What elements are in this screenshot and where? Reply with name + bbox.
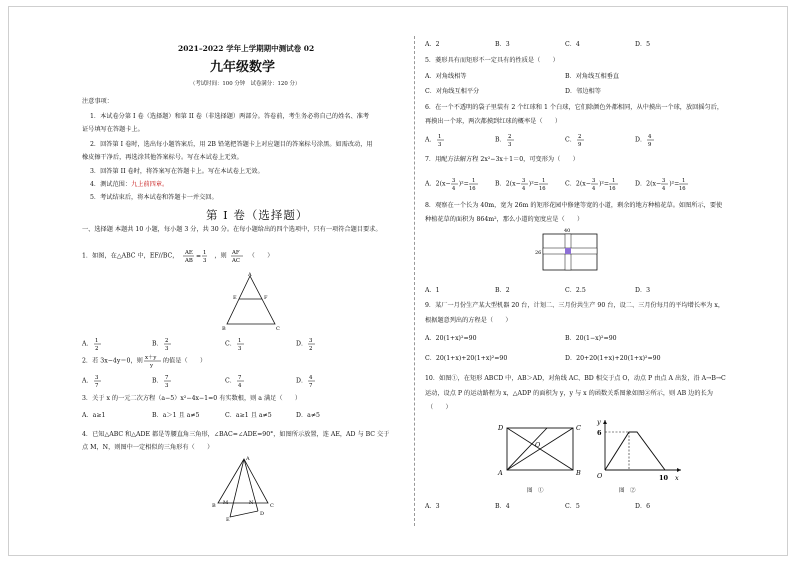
svg-text:1: 1 bbox=[437, 134, 442, 140]
scope-highlight: 九上前四章。 bbox=[131, 181, 169, 188]
svg-text:A: A bbox=[248, 272, 252, 278]
q6-option-c[interactable]: C． 2 9 bbox=[565, 132, 586, 148]
q6-line1: 6．在一个不透明的袋子里装有 2 个红球和 1 个白球，它们除颜色外都相同，从中摸出一个球，放回摇匀后， bbox=[425, 104, 724, 111]
svg-text:7: 7 bbox=[164, 375, 169, 381]
svg-text:4: 4 bbox=[662, 186, 666, 192]
q6-option-a-frac bbox=[436, 132, 446, 148]
q2-option-a[interactable]: A． 3 7 bbox=[82, 373, 103, 389]
svg-text:16: 16 bbox=[679, 186, 686, 192]
svg-text:图 ①: 图 ① bbox=[527, 488, 544, 494]
svg-text:40: 40 bbox=[564, 228, 571, 234]
svg-text:D: D bbox=[260, 511, 265, 517]
q5-option-d[interactable]: D．邻边相等 bbox=[565, 88, 601, 95]
svg-text:B: B bbox=[576, 469, 581, 477]
q1-option-b-frac bbox=[163, 336, 173, 352]
svg-text:2: 2 bbox=[309, 346, 313, 352]
q9-option-d[interactable]: D．20+20(1+x)+20(1+x)²=90 bbox=[565, 355, 661, 362]
q5-stem: 5．菱形具有而矩形不一定具有的性质是（ ） bbox=[425, 57, 559, 64]
svg-text:4: 4 bbox=[237, 383, 242, 389]
svg-text:A: A bbox=[246, 456, 250, 462]
svg-text:1: 1 bbox=[682, 178, 686, 184]
notice-item-5: 5．考试结束后，将本试卷和答题卡一并交回。 bbox=[90, 194, 218, 201]
q6-option-d-frac bbox=[646, 132, 656, 148]
q9-line2: 根据题意列出的方程是（ ） bbox=[425, 317, 512, 324]
subject-title: 九年级数学 bbox=[210, 60, 276, 75]
notice-item-1: 1．本试卷分第 I 卷（选择题）和第 II 卷（非选择题）两部分。答卷前，考生务必将自己的姓名、准考 bbox=[90, 113, 370, 120]
q1-frac-given bbox=[180, 248, 212, 264]
svg-text:16: 16 bbox=[538, 186, 546, 192]
q9-option-a[interactable]: A．20(1+x)²=90 bbox=[425, 335, 477, 342]
exam-info: （考试时间：100 分钟 试卷满分：120 分） bbox=[190, 81, 301, 87]
q3-option-d[interactable]: D．a≠5 bbox=[296, 412, 320, 419]
q1-frac-ask bbox=[229, 248, 247, 264]
q3-option-a[interactable]: A．a≥1 bbox=[82, 412, 106, 419]
svg-text:y: y bbox=[597, 418, 601, 426]
q10-option-a[interactable]: A．3 bbox=[425, 503, 440, 510]
svg-text:2: 2 bbox=[94, 346, 99, 352]
svg-text:3: 3 bbox=[521, 178, 526, 184]
svg-text:C: C bbox=[576, 424, 581, 432]
q5-option-c[interactable]: C．对角线互相平分 bbox=[425, 88, 480, 95]
q4-line1: 4．已知△ABC 和△ADE 都是等腰直角三角形，∠BAC=∠ADE=90°，如图所示放置，连 AE，AD 与 BC 交于 bbox=[82, 431, 390, 438]
svg-text:16: 16 bbox=[468, 186, 476, 192]
svg-text:7: 7 bbox=[309, 383, 313, 389]
q7-b-frac2 bbox=[539, 176, 549, 192]
svg-text:1: 1 bbox=[541, 178, 546, 184]
svg-text:=: = bbox=[196, 253, 202, 260]
notice-item-1b: 证号填写在答题卡上。 bbox=[82, 126, 144, 133]
q7-d-frac1 bbox=[661, 176, 669, 192]
q2-option-c-frac bbox=[236, 373, 246, 389]
svg-text:3: 3 bbox=[309, 338, 313, 344]
svg-text:2: 2 bbox=[507, 134, 512, 140]
svg-text:2: 2 bbox=[577, 134, 582, 140]
svg-text:4: 4 bbox=[309, 375, 313, 381]
svg-text:1: 1 bbox=[612, 178, 616, 184]
q8-option-b[interactable]: B．2 bbox=[495, 287, 510, 294]
svg-text:x＋y: x＋y bbox=[144, 355, 157, 361]
q1-option-c-frac bbox=[236, 336, 246, 352]
q3-option-b[interactable]: B．a＞1 且 a≠5 bbox=[152, 412, 200, 419]
svg-text:10: 10 bbox=[659, 474, 669, 482]
q8-option-c[interactable]: C．2.5 bbox=[565, 287, 586, 294]
svg-text:1: 1 bbox=[237, 338, 242, 344]
q7-option-c[interactable]: C．2(x− 3 4 )²= 1 16 bbox=[565, 176, 619, 192]
q7-a-frac2 bbox=[469, 176, 479, 192]
notice-item-4: 4．测试范围：九上前四章。 bbox=[90, 181, 169, 188]
q4-option-a[interactable]: A．2 bbox=[425, 41, 440, 48]
q9-option-c[interactable]: C．20(1+x)+20(1+x)²=90 bbox=[425, 355, 508, 362]
q8-option-d[interactable]: D．3 bbox=[635, 287, 651, 294]
exam-title: 2021–2022 学年上学期期中测试卷 02 bbox=[178, 44, 315, 53]
svg-text:图 ②: 图 ② bbox=[619, 488, 636, 494]
svg-text:O: O bbox=[597, 472, 603, 480]
svg-text:B: B bbox=[222, 326, 226, 332]
q7-option-b[interactable]: B．2(x− 3 4 )²= 1 16 bbox=[495, 176, 549, 192]
q6-option-a[interactable]: A． 1 3 bbox=[425, 132, 446, 148]
q2-option-b[interactable]: B． 7 3 bbox=[152, 373, 173, 389]
svg-text:B: B bbox=[212, 503, 216, 509]
svg-text:AB: AB bbox=[185, 258, 194, 264]
q5-option-a[interactable]: A．对角线相等 bbox=[425, 73, 467, 80]
svg-text:3: 3 bbox=[662, 178, 666, 184]
q2-option-b-frac bbox=[163, 373, 173, 389]
svg-text:3: 3 bbox=[591, 178, 596, 184]
q7-option-d[interactable]: D．2(x− 3 4 )²= 1 16 bbox=[635, 176, 689, 192]
svg-text:16: 16 bbox=[609, 186, 616, 192]
q1-triangle-figure bbox=[217, 272, 287, 332]
q3-stem: 3．关于 x 的一元二次方程（a−5）x²−4x−1=0 有实数根，则 a 满足（ ） bbox=[82, 395, 302, 402]
svg-text:7: 7 bbox=[94, 383, 99, 389]
svg-text:3: 3 bbox=[507, 142, 512, 148]
q7-stem: 7．用配方法解方程 2x²−3x＋1＝0，可变形为（ ） bbox=[425, 156, 579, 163]
q2-frac bbox=[143, 353, 163, 369]
q2-option-d[interactable]: D． 4 7 bbox=[296, 373, 317, 389]
svg-text:AE: AE bbox=[185, 250, 194, 256]
q10-option-c[interactable]: C．5 bbox=[565, 503, 580, 510]
svg-text:C: C bbox=[270, 503, 274, 509]
svg-text:3: 3 bbox=[203, 258, 207, 264]
notice-item-2: 2．回答第 I 卷时，选出每小题答案后，用 2B 铅笔把答题卡上对应题目的答案标号涂黑。如需改动，用 bbox=[90, 141, 373, 148]
q3-option-c[interactable]: C．a≥1 且 a≠5 bbox=[225, 412, 272, 419]
q1-option-b[interactable]: B． 2 3 bbox=[152, 336, 173, 352]
section-title: 第 I 卷（选择题） bbox=[206, 208, 309, 222]
svg-text:D: D bbox=[498, 424, 504, 432]
q7-d-frac2 bbox=[679, 176, 689, 192]
q7-c-frac1 bbox=[591, 176, 599, 192]
q4-option-d[interactable]: D．5 bbox=[635, 41, 651, 48]
q10-option-b[interactable]: B．4 bbox=[495, 503, 510, 510]
q7-c-frac2 bbox=[609, 176, 619, 192]
svg-text:7: 7 bbox=[237, 375, 242, 381]
svg-text:x: x bbox=[675, 474, 679, 482]
svg-text:4: 4 bbox=[648, 134, 652, 140]
notice-item-2b: 橡皮擦干净后，再选涂其他答案标号。写在本试卷上无效。 bbox=[82, 154, 243, 161]
svg-text:F: F bbox=[264, 295, 268, 301]
q4-line2: 点 M，N，则图中一定相似的三角形有（ ） bbox=[82, 444, 214, 451]
q2-option-d-frac bbox=[307, 373, 317, 389]
q4-option-b[interactable]: B．3 bbox=[495, 41, 510, 48]
q6-line2: 再摸出一个球，两次都摸到红球的概率是（ ） bbox=[425, 118, 562, 125]
q8-line1: 8．观察在一个长为 40m，宽为 26m 的矩形花园中修建等宽的小道，剩余的地方种植花草。如图所示，要使 bbox=[425, 202, 723, 209]
svg-text:4: 4 bbox=[591, 186, 596, 192]
q6-option-d[interactable]: D． 4 9 bbox=[635, 132, 656, 148]
svg-text:3: 3 bbox=[94, 375, 99, 381]
svg-text:3: 3 bbox=[437, 142, 442, 148]
q7-b-frac1 bbox=[521, 176, 529, 192]
svg-text:M: M bbox=[223, 500, 229, 506]
q6-option-b-frac bbox=[506, 132, 516, 148]
svg-text:9: 9 bbox=[577, 142, 582, 148]
q7-a-frac1 bbox=[451, 176, 459, 192]
svg-text:A: A bbox=[498, 469, 503, 477]
q8-option-a[interactable]: A．1 bbox=[425, 287, 440, 294]
q1-option-d-frac bbox=[307, 336, 317, 352]
svg-text:N: N bbox=[249, 500, 254, 506]
q1-stem: 1．如图，在△ABC 中，EF//BC， AE AB = 1 3 ，则 AF AC （ ） bbox=[82, 250, 274, 264]
svg-text:3: 3 bbox=[237, 346, 242, 352]
q9-option-b[interactable]: B．20(1−x)²=90 bbox=[565, 335, 617, 342]
svg-text:9: 9 bbox=[648, 142, 652, 148]
svg-text:1: 1 bbox=[203, 250, 207, 256]
svg-text:y: y bbox=[149, 363, 153, 369]
q1-option-a[interactable]: A． 1 2 bbox=[82, 336, 103, 352]
svg-text:E: E bbox=[233, 295, 237, 301]
q10-line1: 10．如图①，在矩形 ABCD 中，AB＞AD，对角线 AC、BD 相交于点 O，动点 P 由点 A 出发，沿 A→B→C bbox=[425, 375, 726, 382]
q2-option-a-frac bbox=[93, 373, 103, 389]
q10-figure-1 bbox=[495, 420, 585, 498]
q1-option-a-frac bbox=[93, 336, 103, 352]
svg-text:1: 1 bbox=[471, 178, 476, 184]
q10-line2: 运动，设点 P 的运动路程为 x，△ADP 的面积为 y，y 与 x 的函数关系图象如图②所示，则 AB 边的长为 bbox=[425, 390, 713, 397]
q9-line1: 9．某厂一月份生产某大型机器 20 台，计划二、三月份共生产 90 台，设二、三月份每月的平均增长率为 x， bbox=[425, 302, 725, 309]
q6-option-b[interactable]: B． 2 3 bbox=[495, 132, 516, 148]
q10-figure-2 bbox=[593, 416, 683, 498]
svg-text:O: O bbox=[535, 441, 541, 449]
q8-garden-figure bbox=[535, 226, 605, 276]
q1-option-d[interactable]: D． 3 2 bbox=[296, 336, 317, 352]
svg-text:4: 4 bbox=[521, 186, 526, 192]
q5-option-b[interactable]: B．对角线互相垂直 bbox=[565, 73, 620, 80]
svg-text:4: 4 bbox=[451, 186, 455, 192]
q6-option-c-frac bbox=[576, 132, 586, 148]
q10-option-d[interactable]: D．6 bbox=[635, 503, 651, 510]
q2-option-c[interactable]: C． 7 4 bbox=[225, 373, 246, 389]
q8-line2: 种植花草的面积为 864m²，那么小道的宽度应是（ ） bbox=[425, 216, 584, 223]
notice-item-3: 3．回答第 II 卷时，将答案写在答题卡上。写在本试卷上无效。 bbox=[90, 168, 264, 175]
q10-line3: （ ） bbox=[427, 404, 452, 411]
svg-text:E: E bbox=[226, 517, 230, 521]
svg-text:3: 3 bbox=[451, 178, 455, 184]
svg-text:2: 2 bbox=[164, 338, 169, 344]
column-divider bbox=[414, 36, 415, 526]
q2-stem: 2．若 3x−4y＝0，则 x＋y y 的值是（ ） bbox=[82, 355, 207, 369]
notice-heading: 注意事项： bbox=[82, 98, 113, 105]
q1-option-c[interactable]: C． 1 3 bbox=[225, 336, 246, 352]
svg-text:1: 1 bbox=[94, 338, 99, 344]
q4-option-c[interactable]: C．4 bbox=[565, 41, 580, 48]
svg-text:3: 3 bbox=[164, 383, 169, 389]
svg-text:3: 3 bbox=[164, 346, 169, 352]
svg-text:26: 26 bbox=[535, 250, 542, 256]
q7-option-a[interactable]: A．2(x− 3 4 )²= 1 16 bbox=[425, 176, 479, 192]
instructions: 一、选择题 本题共 10 小题，每小题 3 分，共 30 分。在每小题给出的四个选项中，只有一项符合题目要求。 bbox=[82, 226, 382, 233]
svg-text:AF: AF bbox=[231, 250, 240, 256]
svg-text:6: 6 bbox=[597, 429, 602, 437]
q4-figure bbox=[208, 453, 280, 521]
svg-text:C: C bbox=[276, 326, 280, 332]
svg-text:AC: AC bbox=[231, 258, 240, 264]
